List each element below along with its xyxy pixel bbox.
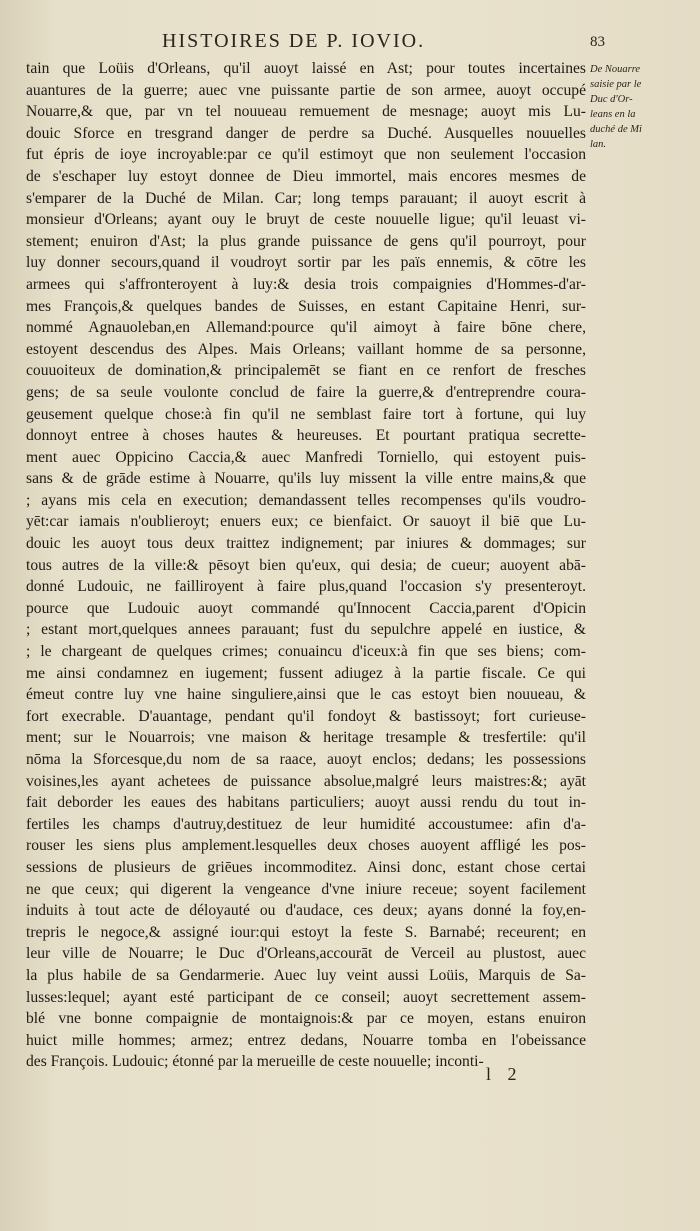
- running-title: HISTOIRES DE P. IOVIO.: [162, 30, 426, 52]
- text-line: Nouarre,& que, par vn tel nouueau remuement de mesnage; auoyt mis Lu-: [26, 103, 586, 121]
- text-line: luy donner secours,quand il voudroyt sortir par les païs ennemis, & cōtre les: [26, 254, 586, 272]
- text-line: de s'eschaper luy estoyt donnee de Dieu immortel, mais encores mesmes de: [26, 167, 586, 185]
- text-line: gens; de sa seule voulonte conclud de faire la guerre,& d'entreprendre coura-: [26, 383, 586, 401]
- text-line: induits à tout acte de déloyauté ou d'audace, ces deux; ayans donné la foy,en-: [26, 902, 586, 920]
- text-line: s'emparer de la Duché de Milan. Car; long temps parauant; il auoyt escrit à: [26, 189, 586, 207]
- text-line: émeut contre luy vne haine singuliere,ainsi que le cas estoyt bien nouueau, &: [26, 686, 586, 704]
- text-line: tous autres de la ville:& pēsoyt bien qu'eux, qui desia; de cueur; auoyent abā-: [26, 556, 586, 574]
- text-line: ment auec Oppicino Caccia,& auec Manfredi Torniello, qui estoyent puis-: [26, 448, 586, 466]
- text-line: leur ville de Nouarre; le Duc d'Orleans,accourāt de Verceil au plustost, auec: [26, 945, 586, 963]
- text-line: trepris le negoce,& assigné iour:qui estoyt la feste S. Barnabé; receurent; en: [26, 923, 586, 941]
- text-line: armees qui s'affronteroyent à luy:& desia trois compaignies d'Hommes-d'ar-: [26, 275, 586, 293]
- text-line: me ainsi condamnez en iugement; fussent adiugez à la partie fiscale. Ce qui: [26, 664, 586, 682]
- text-line: douic Sforce en tresgrand danger de perdre sa Duché. Ausquelles nouuelles: [26, 124, 586, 142]
- text-line: donnoyt entree à choses hautes & heureuses. Et pourtant pratiqua secrette-: [26, 427, 586, 445]
- margin-note-line: duché de Mi: [590, 124, 642, 135]
- margin-note-line: leans en la: [590, 109, 636, 120]
- text-line: stement; enuiron d'Ast; la plus grande puissance de gens qu'il pourroyt, pour: [26, 232, 586, 250]
- body-text: [26, 58, 586, 1073]
- text-line: huict mille hommes; armez; entrez dedans, Nouarre tomba en l'obeissance: [26, 1031, 586, 1049]
- text-line: yēt:car iamais n'oublieroyt; enuers eux; ce bienfaict. Or sauoyt il biē que Lu-: [26, 513, 586, 531]
- text-line: la plus habile de sa Gendarmerie. Auec luy veint aussi Loüis, Marquis de Sa-: [26, 966, 586, 984]
- text-line: blé vne bonne compaignie de montaignois:& par ce moyen, estans enuiron: [26, 1010, 586, 1028]
- text-line: estoyent descendus des Alpes. Mais Orleans; vaillant homme de sa personne,: [26, 340, 586, 358]
- text-line: fertiles les champs d'autruy,destituez de leur humidité accoustumee: afin d'a-: [26, 815, 586, 833]
- margin-note-line: Duc d'Or-: [590, 94, 633, 105]
- text-line: sans & de grāde estime à Nouarre, qu'ils luy missent la ville entre mains,& que: [26, 470, 586, 488]
- margin-note-line: saisie par le: [590, 79, 642, 90]
- text-line: mes François,& quelques bandes de Suisses, en estant Capitaine Henri, sur-: [26, 297, 586, 315]
- text-line: fut épris de ioye incroyable:par ce qu'il estimoyt que non seulement l'occasion: [26, 146, 586, 164]
- page-header: [0, 30, 700, 54]
- text-line: ne que ceux; qui digerent la vengeance d'vne iniure receue; soyent facilement: [26, 880, 586, 898]
- signature-mark: l 2: [486, 1064, 523, 1084]
- text-line: tain que Loüis d'Orleans, qu'il auoyt laissé en Ast; pour toutes incertaines: [26, 60, 586, 77]
- text-line: ; le chargeant de quelques crimes; conuaincu d'iceux:à fin que ses biens; com-: [26, 643, 586, 661]
- text-line: rouser les siens plus amplement.lesquelles deux choses auoyent affligé les pos-: [26, 837, 586, 855]
- margin-note-line: De Nouarre: [590, 64, 641, 75]
- text-line: lusses:lequel; ayant esté participant de ce conseil; auoyt secrettement assem-: [26, 988, 586, 1006]
- text-line: ; estant mort,quelques annees parauant; fust du sepulchre appelé en iustice, &: [26, 621, 586, 639]
- text-line: fait deborder les eaues des habitans particuliers; auoyt aussi rendu du tout in-: [26, 794, 586, 812]
- text-line: sessions de plusieurs de griēues incommoditez. Ainsi donc, estant chose certai: [26, 858, 586, 876]
- text-line: pource que Ludouic auoyt commandé qu'Innocent Caccia,parent d'Opicin: [26, 599, 586, 617]
- text-line: ; ayans mis cela en execution; demandassent telles recompenses qu'ils voudro-: [26, 491, 586, 509]
- text-line: couuoiteux de domination,& principalemēt se fiant en ce renfort de fresches: [26, 362, 586, 380]
- text-line: donné Ludouic, ne failliroyent à faire plus,quand l'occasion s'y presenteroyt.: [26, 578, 586, 596]
- margin-note-line: lan.: [590, 139, 607, 150]
- text-line: douic les auoyt tous deux traittez indignement; par iniures & dommages; sur: [26, 535, 586, 553]
- page-number: 83: [590, 34, 605, 50]
- text-line: auantures de la guerre; auec vne puissante partie de son armee, auoyt occupé: [26, 81, 586, 99]
- text-line: monsieur d'Orleans; ayant ouy le bruyt de ceste nouuelle ligue; qu'il leuast vi-: [26, 211, 586, 229]
- text-line: nommé Agnauoleban,en Allemand:pource qu'il aimoyt à faire bōne chere,: [26, 319, 586, 337]
- text-line: geusement quelque chose:à fin qu'il ne semblast faire tort à fortune, qui luy: [26, 405, 586, 423]
- text-line: fort execrable. D'auantage, pendant qu'il fondoyt & bastissoyt; fort curieuse-: [26, 707, 586, 725]
- text-line: voisines,les ayant achetees de puissance absolue,malgré leurs maistres:&; ayāt: [26, 772, 586, 790]
- text-line: ment; sur le Nouarrois; vne maison & heritage tresample & tresfertile: qu'il: [26, 729, 586, 747]
- text-line: nōma la Sforcesque,du nom de sa raace, auoyt enclos; dedans; les possessions: [26, 751, 586, 768]
- margin-note: [590, 62, 654, 152]
- text-line: des François. Ludouic; étonné par la merueille de ceste nouuelle; inconti-: [26, 1053, 484, 1071]
